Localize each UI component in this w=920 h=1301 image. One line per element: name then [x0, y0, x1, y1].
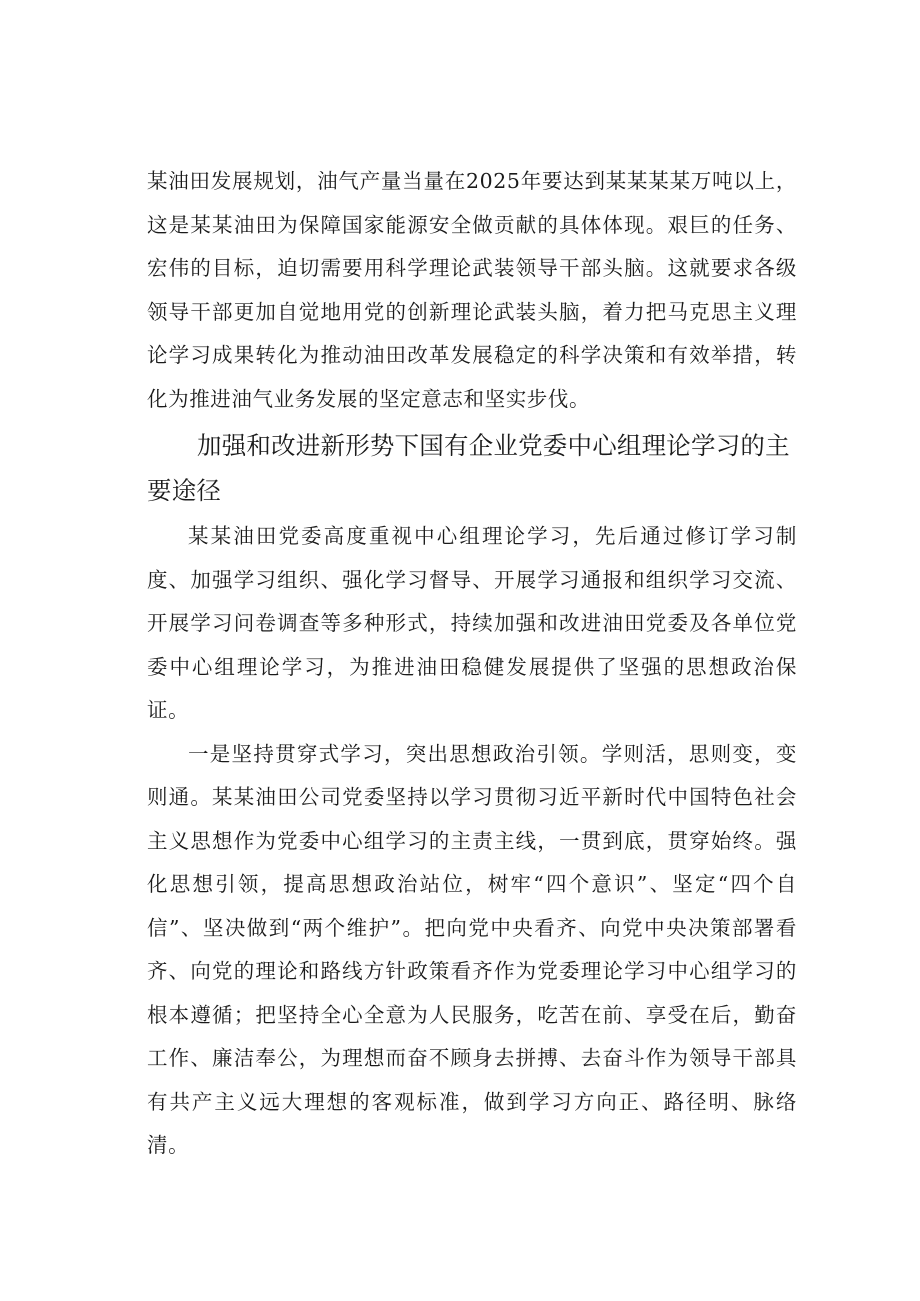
paragraph-continuation: 某油田发展规划，油气产量当量在2025年要达到某某某某万吨以上，这是某某油田为保障国家能源安全做贡献的具体体现。艰巨的任务、宏伟的目标，迫切需要用科学理论武装领导干部头脑。这就要求各级领导干部更加自觉地用党的创新理论武装头脑，着力把马克思主义理论学习成果转化为推动油田改革发展稳定的科学决策和有效举措，转化为推进油气业务发展的坚定意志和坚实步伐。 — [147, 169, 797, 411]
section-heading: 加强和改进新形势下国有企业党委中心组理论学习的主要途径 — [147, 431, 790, 505]
paragraph-intro: 某某油田党委高度重视中心组理论学习，先后通过修订学习制度、加强学习组织、强化学习督导、开展学习通报和组织学习交流、开展学习问卷调查等多种形式，持续加强和改进油田党委及各单位党委中心组理论学习，为推进油田稳健发展提供了坚强的思想政治保证。 — [147, 524, 797, 722]
document-body — [147, 160, 797, 1168]
paragraph-point-one: 一是坚持贯穿式学习，突出思想政治引领。学则活，思则变，变则通。某某油田公司党委坚持以学习贯彻习近平新时代中国特色社会主义思想作为党委中心组学习的主责主线，一贯到底，贯穿始终。强化思想引领，提高思想政治站位，树牢“四个意识”、坚定“四个自信”、坚决做到“两个维护”。把向党中央看齐、向党中央决策部署看齐、向党的理论和路线方针政策看齐作为党委理论学习中心组学习的根本遵循；把坚持全心全意为人民服务，吃苦在前、享受在后，勤奋工作、廉洁奉公，为理想而奋不顾身去拼搏、去奋斗作为领导干部具有共产主义远大理想的客观标准，做到学习方向正、路径明、脉络清。 — [147, 741, 797, 1157]
